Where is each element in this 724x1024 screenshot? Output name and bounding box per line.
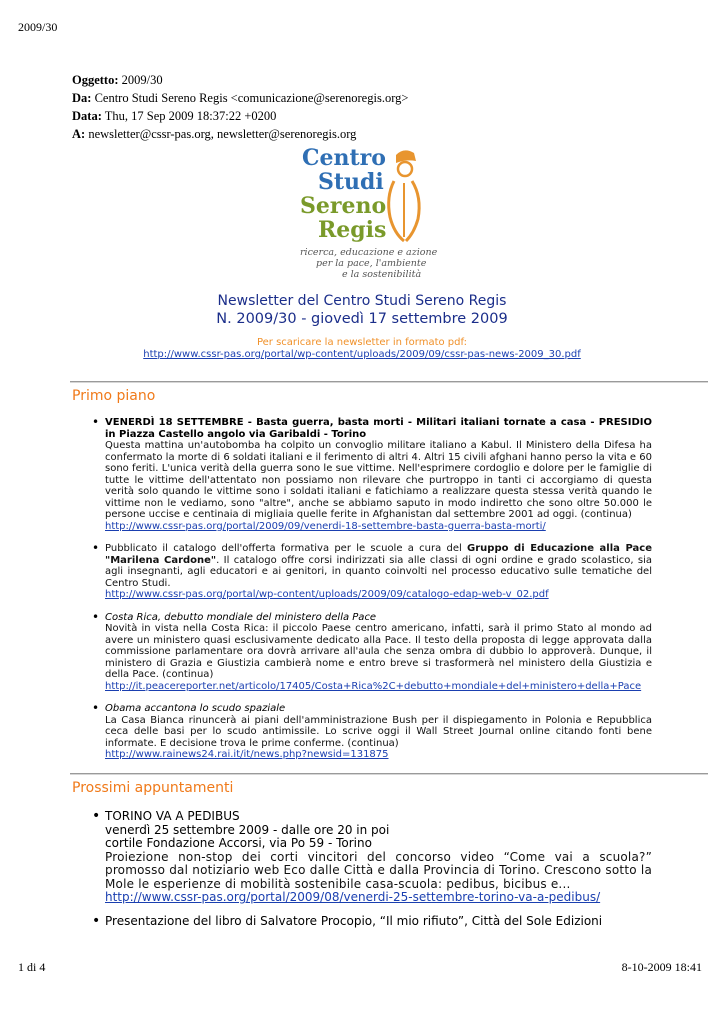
- item-link[interactable]: http://it.peacereporter.net/articolo/17405/Costa+Rica%2C+debutto+mondiale+del+ministero+della+Pace: [105, 680, 642, 692]
- logo-tagline-3: e la sostenibilità: [342, 269, 422, 280]
- item-title: Obama accantona lo scudo spaziale: [105, 703, 286, 714]
- newsletter-issue: N. 2009/30 - giovedì 17 settembre 2009: [216, 311, 508, 327]
- logo-figure-icon: [382, 147, 428, 247]
- logo-tagline-2: per la pace, l'ambiente: [316, 258, 427, 269]
- to-value: newsletter@cssr-pas.org, newsletter@serenoregis.org: [88, 127, 357, 141]
- newsletter-title: Newsletter del Centro Studi Sereno Regis: [217, 293, 507, 309]
- divider: [70, 773, 708, 774]
- item-link[interactable]: http://www.cssr-pas.org/portal/2009/09/venerdi-18-settembre-basta-guerra-basta-morti/: [105, 520, 546, 532]
- logo-line-studi: Studi: [318, 169, 384, 195]
- item-link[interactable]: http://www.cssr-pas.org/portal/wp-content/uploads/2009/09/catalogo-edap-web-v_02.pdf: [105, 589, 549, 600]
- subject-value: 2009/30: [121, 73, 163, 87]
- to-label: A:: [72, 127, 86, 141]
- sereno-regis-logo: [296, 143, 446, 283]
- bullet-icon: •: [92, 609, 100, 624]
- from-label: Da:: [72, 91, 92, 105]
- section-primo-piano-heading: Primo piano: [72, 388, 156, 404]
- subject-row: [72, 71, 408, 89]
- print-header: 2009/30: [18, 20, 58, 34]
- list-item: [92, 543, 652, 601]
- date-row: [72, 107, 408, 125]
- bullet-icon: •: [92, 541, 100, 555]
- list-item: [92, 609, 652, 693]
- logo-tagline-1: ricerca, educazione e azione: [300, 247, 438, 258]
- prossimi-list: [92, 810, 652, 938]
- list-item: [92, 912, 652, 929]
- item-subtitle-date: venerdì 25 settembre 2009 - dalle ore 20 in poi: [105, 822, 390, 837]
- date-value: Thu, 17 Sep 2009 18:37:22 +0200: [104, 109, 277, 123]
- from-value: Centro Studi Sereno Regis <comunicazione@serenoregis.org>: [94, 91, 409, 105]
- logo-tagline: [300, 247, 437, 280]
- item-title: Costa Rica, debutto mondiale del ministero della Pace: [105, 611, 377, 623]
- bullet-icon: •: [92, 808, 101, 824]
- item-title: Gruppo di Educazione alla Pace "Marilena Cardone": [105, 543, 652, 566]
- item-title: Presentazione del libro di Salvatore Procopio, “Il mio rifiuto”, Città del Sole Edizioni: [105, 913, 603, 928]
- item-subtitle-place: cortile Fondazione Accorsi, via Po 59 - Torino: [105, 836, 372, 850]
- email-header: [72, 71, 408, 143]
- to-row: [72, 125, 408, 143]
- item-title: VENERDÌ 18 SETTEMBRE - Basta guerra, basta morti - Militari italiani tornate a casa - PRESIDIO in Piazza Castello angolo via Garibaldi - Torino: [105, 417, 652, 440]
- item-body: Questa mattina un'autobomba ha colpito un convoglio militare italiano a Kabul. Il Ministero della Difesa ha confermato la morte di 6 soldati italiani e il ferimento di altri 4. Altri 15 civili afghani hanno perso la vita e 60 sono feriti. L'unica verità della guerra sono le sue vittime. Nell'esprimere cordoglio e dolore per le famiglie di tutte le vittime dell'attentato non possiamo non rilevare che purtroppo in tanti ci accorgiamo di questa verità solo quando le vittime sono i soldati italiani e fatichiamo a realizzare questa stessa verità quando le vittime non le vediamo, sono "altre", anche se abbiamo saputo in modo indiretto che sono oltre 50.000 le persone uccise e centinaia di migliaia quelle ferite in Afghanistan dal settembre 2001 ad oggi. (continua): [105, 440, 652, 520]
- date-label: Data:: [72, 109, 102, 123]
- primo-piano-list: [92, 417, 652, 772]
- item-intro: Pubblicato il catalogo dell'offerta formativa per le scuole a cura del: [105, 543, 468, 554]
- bullet-icon: •: [92, 415, 100, 429]
- subject-label: Oggetto:: [72, 73, 119, 87]
- pdf-download-note: [0, 337, 724, 361]
- pdf-note-text: Per scaricare la newsletter in formato pdf:: [256, 337, 468, 348]
- section-prossimi-heading: Prossimi appuntamenti: [72, 780, 234, 796]
- item-title: TORINO VA A PEDIBUS: [105, 809, 240, 823]
- item-body: Novità in vista nella Costa Rica: il piccolo Paese centro americano, infatti, sarà il primo Stato al mondo ad avere un ministero quasi esclusivamente dedicato alla Pace. Il testo della proposta di legge approvata dalla commissione parlamentare ora dovrà arrivare all'aula che senza ombra di dubbio lo approverà. Dunque, il ministero di Grazia e Giustizia cambierà nome e entro breve si trasformerà nel ministero della Giustizia e della Pace. (continua): [105, 623, 652, 680]
- print-footer-page: 1 di 4: [18, 960, 46, 974]
- item-body: La Casa Bianca rinuncerà ai piani dell'amministrazione Bush per il dispiegamento in Polonia e Repubblica ceca delle basi per lo scudo antimissile. Lo scrive oggi il Wall Street Journal online citando fonti bene informate. E decisione trova le prime conferme. (continua): [105, 714, 652, 749]
- bullet-icon: •: [92, 701, 100, 715]
- item-body: . Il catalogo offre corsi indirizzati sia alle classi di ogni ordine e grado scolastico, sia agli insegnanti, agli educatori e ai genitori, in quanto coinvolti nel processo educativo sulle tematiche del Centro Studi.: [105, 554, 652, 589]
- bullet-icon: •: [92, 912, 101, 929]
- logo-line-centro: Centro: [302, 145, 386, 171]
- pdf-download-link[interactable]: http://www.cssr-pas.org/portal/wp-content/uploads/2009/09/cssr-pas-news-2009_30.pdf: [143, 349, 581, 360]
- list-item: [92, 417, 652, 532]
- list-item: [92, 810, 652, 905]
- newsletter-title-block: [0, 292, 724, 328]
- item-link[interactable]: http://www.cssr-pas.org/portal/2009/08/venerdi-25-settembre-torino-va-a-pedibus/: [105, 890, 601, 904]
- logo-line-regis: Regis: [318, 217, 387, 243]
- item-link[interactable]: http://www.rainews24.rai.it/it/news.php?newsid=131875: [105, 749, 389, 760]
- item-body: Proiezione non-stop dei corti vincitori del concorso video “Come vai a scuola?” promosso dal notiziario web Eco dalle Città e dalla Provincia di Torino. Crescono sotto la Mole le esperienze di mobilità sostenibile casa-scuola: pedibus, bicibus e...: [105, 849, 652, 891]
- from-row: [72, 89, 408, 107]
- list-item: [92, 703, 652, 761]
- print-footer-date: 8-10-2009 18:41: [621, 960, 702, 974]
- logo-line-sereno: Sereno: [300, 193, 387, 219]
- divider: [70, 381, 708, 382]
